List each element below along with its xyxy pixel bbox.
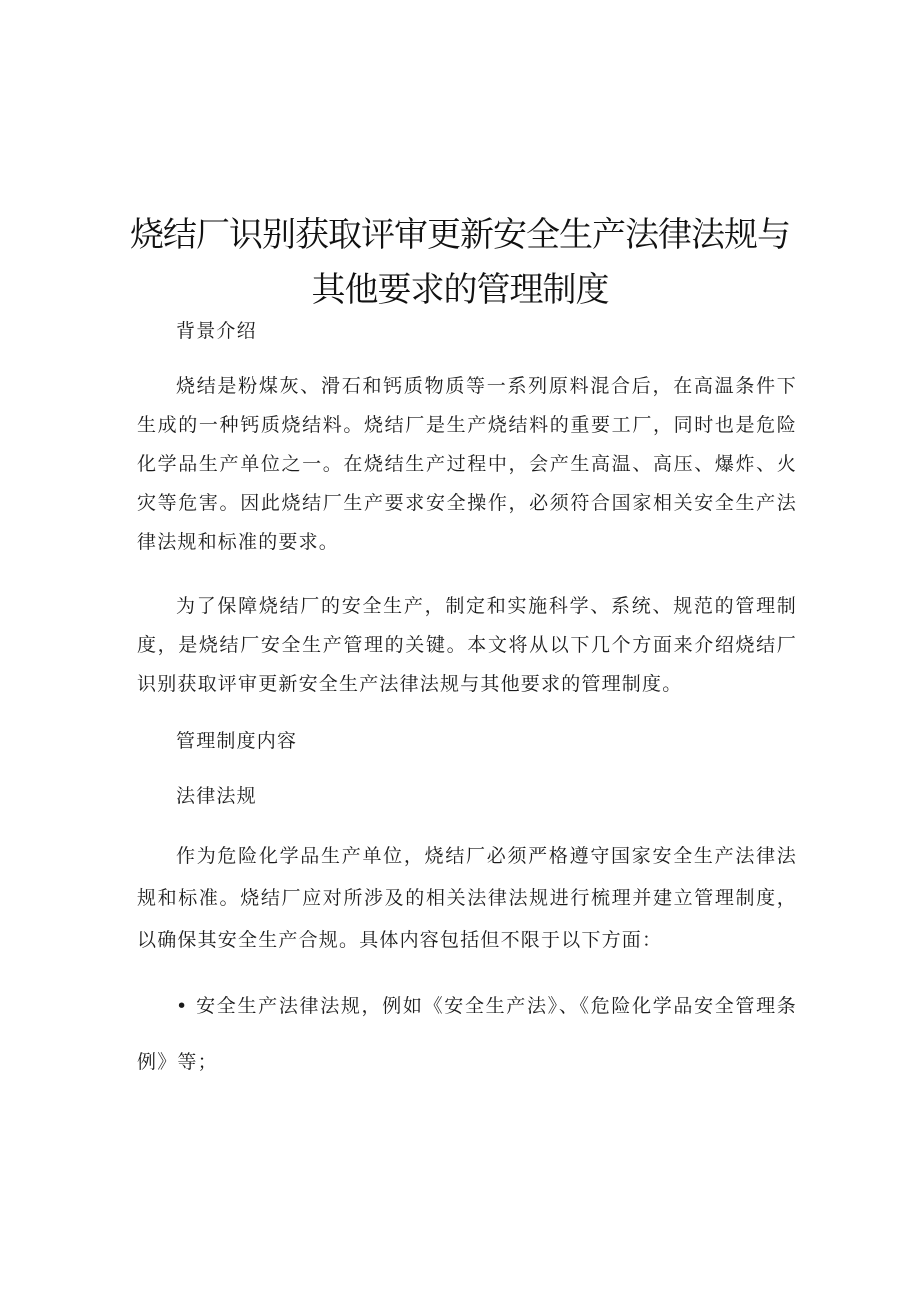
paragraph-laws: 作为危险化学品生产单位，烧结厂必须严格遵守国家安全生产法律法规和标准。烧结厂应对所涉及的相关法律法规进行梳理并建立管理制度，以确保其安全生产合规。具体内容包括但不限于以下方面：: [137, 845, 797, 951]
bullet-item-laws: • 安全生产法律法规，例如《安全生产法》、《危险化学品安全管理条例》等；: [137, 995, 797, 1073]
section-heading-content: 管理制度内容: [176, 730, 298, 752]
paragraph-background-2: 为了保障烧结厂的安全生产，制定和实施科学、系统、规范的管理制度，是烧结厂安全生产管理的关键。本文将从以下几个方面来介绍烧结厂识别获取评审更新安全生产法律法规与其他要求的管理制度。: [137, 595, 797, 695]
section-heading-background: 背景介绍: [176, 320, 257, 342]
paragraph-background-1: 烧结是粉煤灰、滑石和钙质物质等一系列原料混合后，在高温条件下生成的一种钙质烧结料。烧结厂是生产烧结料的重要工厂，同时也是危险化学品生产单位之一。在烧结生产过程中，会产生高温、高压、爆炸、火灾等危害。因此烧结厂生产要求安全操作，必须符合国家相关安全生产法律法规和标准的要求。: [137, 375, 797, 553]
section-heading-laws: 法律法规: [176, 785, 257, 807]
document-title-line-2: 其他要求的管理制度: [311, 270, 609, 310]
document-title-line-1: 烧结厂识别获取评审更新安全生产法律法规与: [130, 215, 790, 255]
